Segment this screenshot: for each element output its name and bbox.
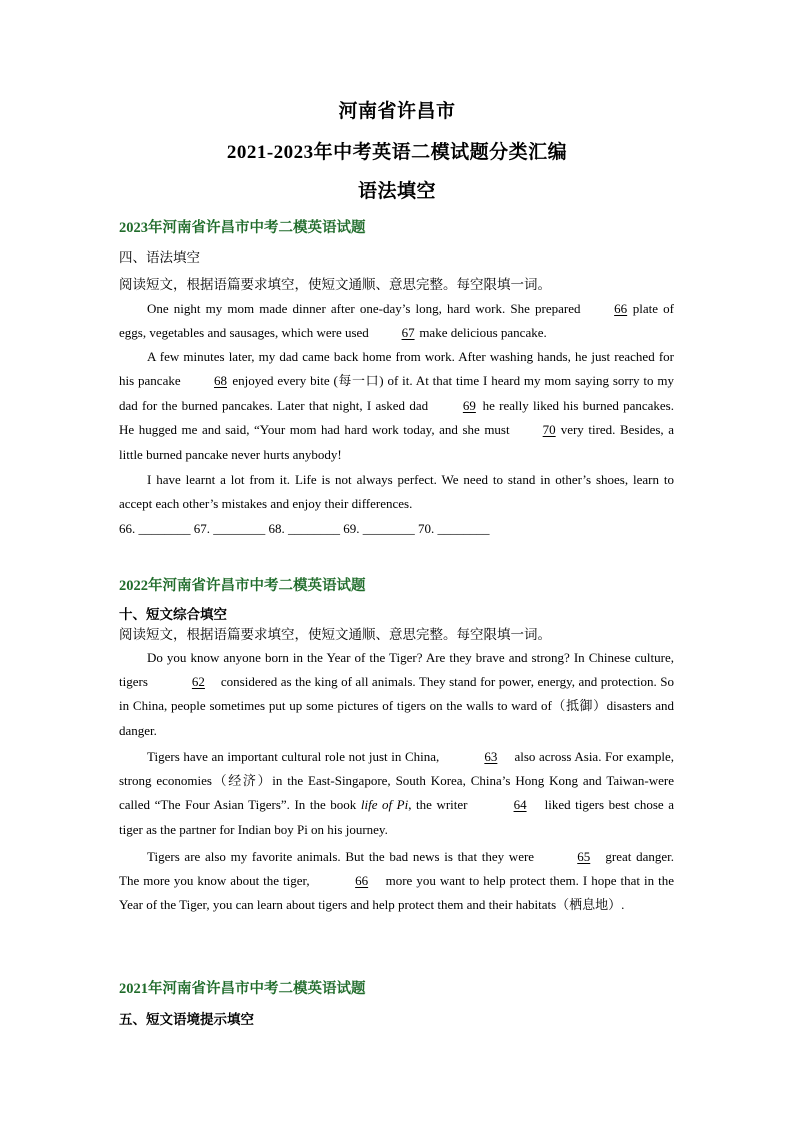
- part-label-2021: 五、短文语境提示填空: [119, 1012, 254, 1027]
- instruction-2023: 阅读短文，根据语篇要求填空，使短文通顺、意思完整。每空限填一词。: [119, 277, 551, 292]
- blank-66-2022[interactable]: 66: [355, 873, 369, 889]
- title-region: 河南省许昌市: [338, 101, 456, 122]
- title-topic: 语法填空: [357, 181, 436, 202]
- paragraph-2023-2: A few minutes later, my dad came back home from work. After washing hands, he just reached for his pancake 68 enjoyed every bite (每一口) of it. At that time I heard my mom saying sorry to my dad for the burned pancakes. Later that night, I asked dad 69 he really liked his burned pancakes. He hugged me and said, “Your mom had hard work today, and she must 70 very tired. Besides, a little burned pancake never hurts anybody!: [119, 349, 674, 462]
- part-label-2022: 十、短文综合填空: [119, 607, 227, 622]
- blank-67[interactable]: 67: [401, 325, 415, 341]
- section-heading-2021: 2021年河南省许昌市中考二模英语试题: [119, 981, 366, 997]
- paragraph-2023-1: One night my mom made dinner after one-day’s long, hard work. She prepared 66 plate of eggs, vegetables and sausages, which were used 67 make delicious pancake.: [119, 297, 674, 346]
- book-title: life of Pi: [360, 797, 409, 813]
- blank-63[interactable]: 63: [484, 749, 498, 764]
- paragraph-2022-1: Do you know anyone born in the Year of the Tiger? Are they brave and strong? In Chinese culture, tigers 62 considered as the king of all animals. They stand for power, energy, and protection. So in China, people sometimes put up some pictures of tigers on the walls to ward of（抵御）disasters and danger.: [119, 650, 674, 738]
- title-subject: 2021-2023年中考英语二模试题分类汇编: [226, 142, 568, 163]
- blank-69[interactable]: 69: [462, 397, 476, 413]
- section-heading-2023: 2023年河南省许昌市中考二模英语试题: [119, 220, 366, 236]
- part-label-2023: 四、语法填空: [119, 250, 200, 265]
- blank-68[interactable]: 68: [214, 373, 227, 389]
- instruction-2022: 阅读短文，根据语篇要求填空，使短文通顺、意思完整。每空限填一词。: [119, 627, 551, 642]
- blank-64[interactable]: 64: [513, 797, 527, 813]
- paragraph-2022-2: Tigers have an important cultural role not just in China, 63 also across Asia. For example, strong economies（经济）in the East-Singapore, South Korea, China’s Hong Kong and Taiwan-were called “The Four Asian Tigers”. In the book life of Pi, the writer 64 liked tigers best chose a tiger as the partner for Indian boy Pi on his journey.: [119, 745, 674, 842]
- section-heading-2022: 2022年河南省许昌市中考二模英语试题: [119, 578, 366, 594]
- blank-65[interactable]: 65: [577, 849, 591, 864]
- blank-66[interactable]: 66: [614, 301, 628, 316]
- paragraph-2022-3: Tigers are also my favorite animals. But the bad news is that they were 65 great danger. The more you know about the tiger, 66 more you want to help protect them. I hope that in the Year of the Tiger, you can learn about tigers and help protect them and their habitats（栖息地）.: [119, 845, 674, 918]
- answer-lines-2023[interactable]: 66. ________ 67. ________ 68. ________ 69. ________ 70. ________: [119, 521, 490, 536]
- blank-62[interactable]: 62: [191, 674, 205, 690]
- paragraph-2023-3: I have learnt a lot from it. Life is not always perfect. We need to stand in other’s shoes, learn to accept each other’s mistakes and enjoy their differences.: [119, 472, 674, 512]
- blank-70[interactable]: 70: [542, 422, 556, 438]
